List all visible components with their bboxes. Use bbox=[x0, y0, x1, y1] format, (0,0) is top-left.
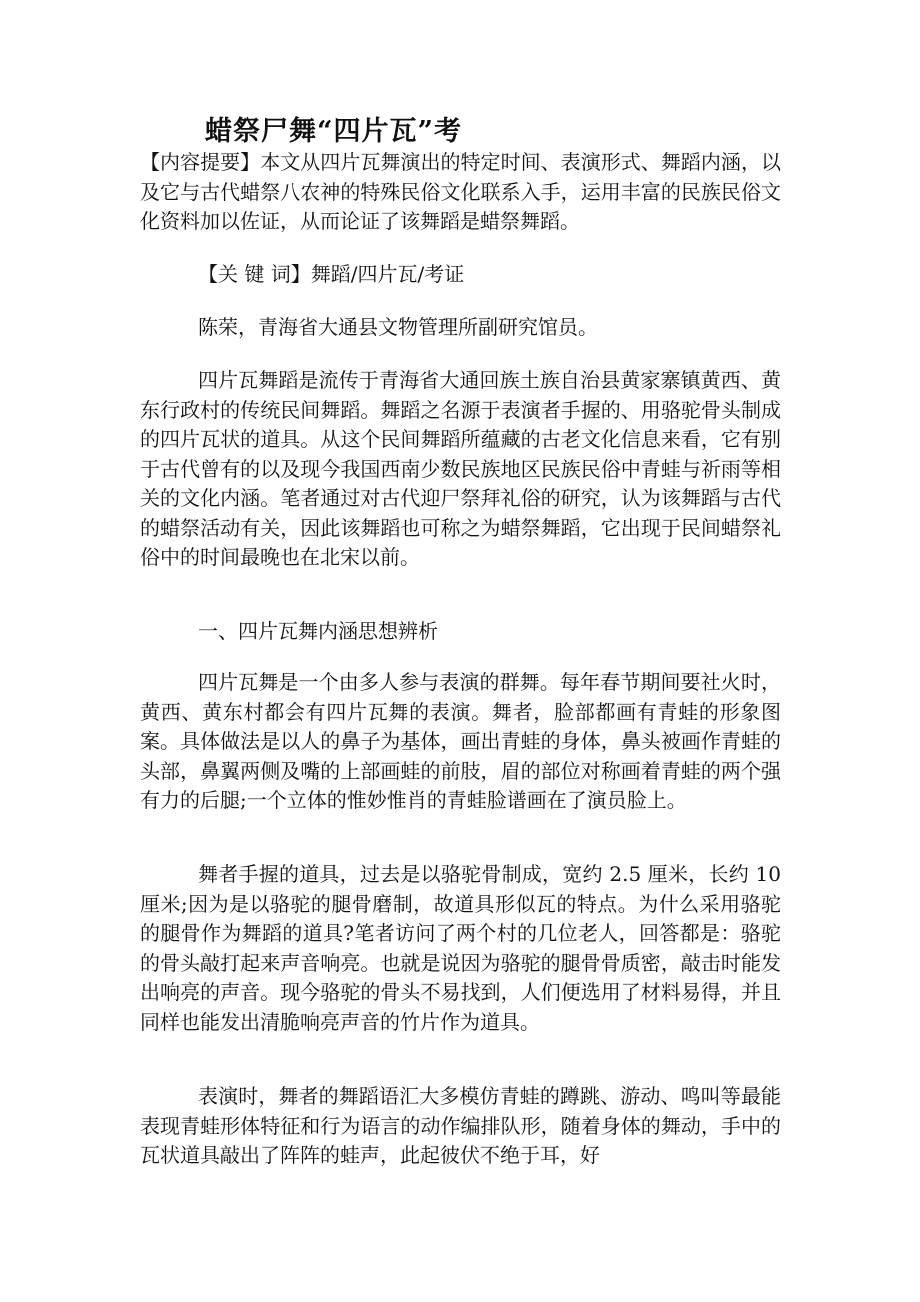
section-heading-1: 一、四片瓦舞内涵思想辨析 bbox=[198, 619, 438, 643]
abstract-paragraph: 【内容提要】本文从四片瓦舞演出的特定时间、表演形式、舞蹈内涵，以及它与古代蜡祭八农神的特殊民俗文化联系入手，运用丰富的民族民俗文化资料加以佐证，从而论证了该舞蹈是蜡祭舞蹈。 bbox=[140, 150, 781, 233]
keywords-line: 【关 键 词】舞蹈/四片瓦/考证 bbox=[198, 262, 465, 286]
body-paragraph-4: 表演时，舞者的舞蹈语汇大多模仿青蛙的蹲跳、游动、鸣叫等最能表现青蛙形体特征和行为语言的动作编排队形，随着身体的舞动，手中的瓦状道具敲出了阵阵的蛙声，此起彼伏不绝于耳，好 bbox=[140, 1084, 781, 1167]
body-paragraph-3: 舞者手握的道具，过去是以骆驼骨制成，宽约 2.5 厘米，长约 10 厘米;因为是以骆驼的腿骨磨制，故道具形似瓦的特点。为什么采用骆驼的腿骨作为舞蹈的道具?笔者访问了两个村的几位老人，回答都是：骆驼的骨头敲打起来声音响亮。也就是说因为骆驼的腿骨骨质密，敲击时能发出响亮的声音。现今骆驼的骨头不易找到，人们便选用了材料易得，并且同样也能发出清脆响亮声音的竹片作为道具。 bbox=[140, 862, 781, 1034]
body-paragraph-1: 四片瓦舞蹈是流传于青海省大通回族土族自治县黄家寨镇黄西、黄东行政村的传统民间舞蹈。舞蹈之名源于表演者手握的、用骆驼骨头制成的四片瓦状的道具。从这个民间舞蹈所蕴藏的古老文化信息来看，它有别于古代曾有的以及现今我国西南少数民族地区民族民俗中青蛙与祈雨等相关的文化内涵。笔者通过对古代迎尸祭拜礼俗的研究，认为该舞蹈与古代的蜡祭活动有关，因此该舞蹈也可称之为蜡祭舞蹈，它出现于民间蜡祭礼俗中的时间最晚也在北宋以前。 bbox=[140, 368, 781, 569]
author-line: 陈荣，青海省大通县文物管理所副研究馆员。 bbox=[198, 315, 598, 339]
document-title: 蜡祭尸舞“四片瓦”考 bbox=[205, 116, 463, 147]
body-paragraph-2: 四片瓦舞是一个由多人参与表演的群舞。每年春节期间要社火时，黄西、黄东村都会有四片瓦舞的表演。舞者，脸部都画有青蛙的形象图案。具体做法是以人的鼻子为基体，画出青蛙的身体，鼻头被画作青蛙的头部，鼻翼两侧及嘴的上部画蛙的前肢，眉的部位对称画着青蛙的两个强有力的后腿;一个立体的惟妙惟肖的青蛙脸谱画在了演员脸上。 bbox=[140, 670, 781, 812]
